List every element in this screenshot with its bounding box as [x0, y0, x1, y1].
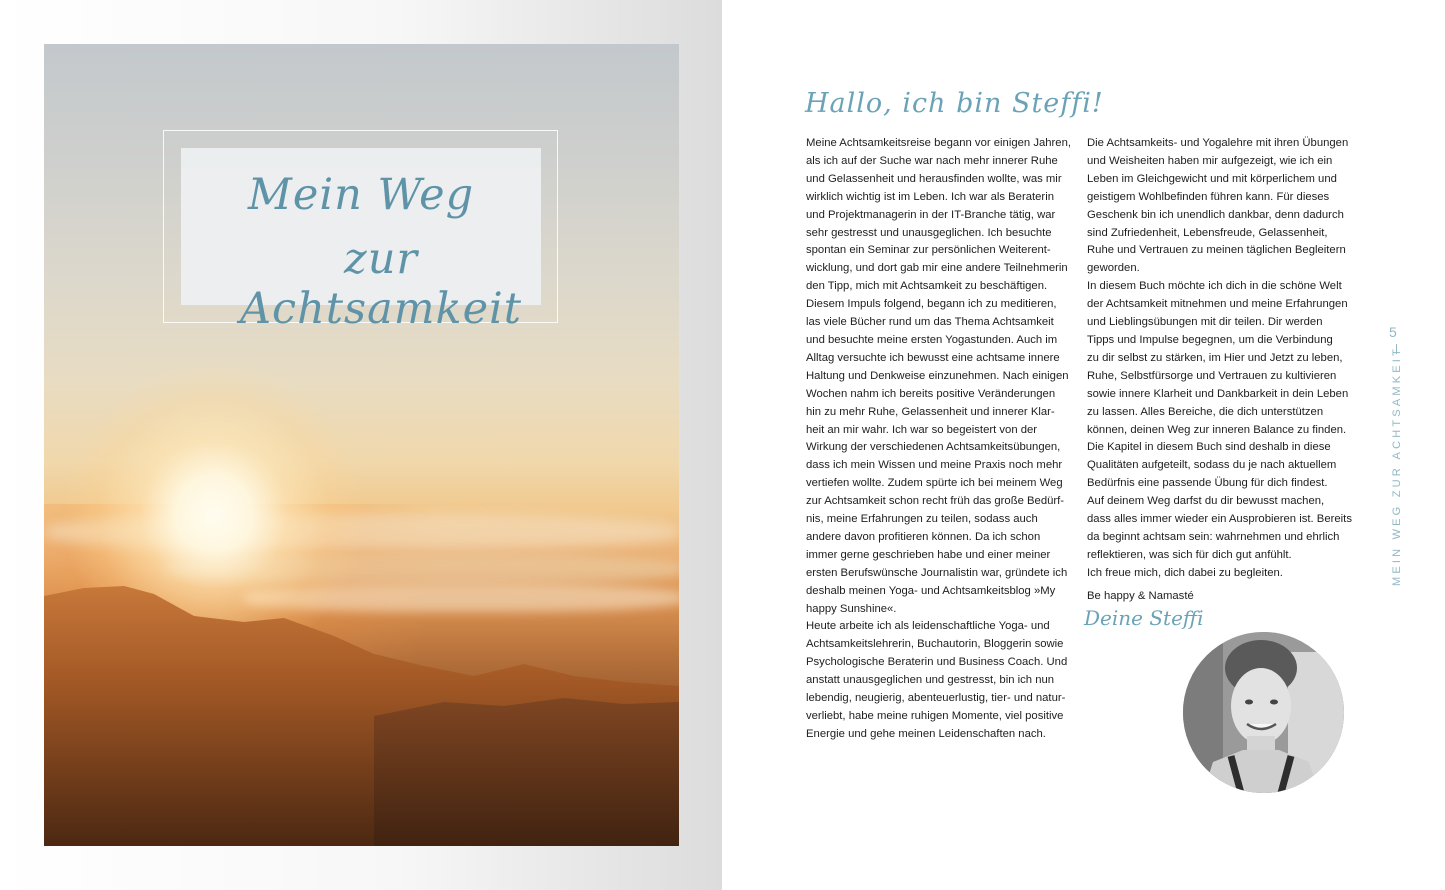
text-line: Meine Achtsamkeitsreise begann vor einigen Jahren,: [806, 137, 1072, 149]
text-line: Ruhe und Vertrauen zu meinen täglichen Begleitern: [1087, 244, 1346, 257]
text-line: Leben im Gleichgewicht und mit körperlichem und: [1087, 172, 1337, 185]
text-line: andere davon profitieren können. Da ich schon: [806, 530, 1041, 543]
text-line: können, deinen Weg zur inneren Balance zu finden.: [1087, 423, 1347, 436]
text-line: dass ich mein Wissen und meine Praxis noch mehr: [806, 459, 1063, 472]
text-line: zu dir selbst zu stärken, im Hier und Jetzt zu leben,: [1087, 351, 1343, 364]
portrait-drawing: [1183, 632, 1344, 793]
text-line: Geschenk bin ich unendlich dankbar, denn dadurch: [1087, 208, 1344, 221]
text-line: Die Kapitel in diesem Buch sind deshalb in diese: [1087, 441, 1331, 454]
text-line: Diesem Impuls folgend, begann ich zu meditieren,: [806, 298, 1057, 311]
text-line: hin zu mehr Ruhe, Gelassenheit und innerer Klar-: [806, 405, 1055, 418]
text-line: und Projektmanagerin in der IT-Branche tätig, war: [806, 208, 1056, 221]
text-line: immer gerne geschrieben habe und einer meiner: [806, 548, 1051, 561]
text-line: Bedürfnis eine passende Übung für dich findest.: [1087, 477, 1328, 490]
text-line: zu lassen. Alles Bereiche, die dich unterstützen: [1087, 405, 1324, 418]
text-line: der Achtsamkeit mitnehmen und meine Erfahrungen: [1087, 298, 1348, 311]
text-line: Energie und gehe meinen Leidenschaften nach.: [806, 727, 1046, 740]
text-column-2: [1087, 135, 1352, 583]
text-line: Qualitäten aufgeteilt, sodass du je nach aktuellem: [1087, 459, 1337, 472]
text-line: Heute arbeite ich als leidenschaftliche Yoga- und: [806, 620, 1050, 633]
text-line: zur Achtsamkeit schon recht früh das große Bedürf-: [806, 495, 1065, 508]
text-line: und Lieblingsübungen mit dir teilen. Dir werden: [1087, 316, 1323, 329]
text-column-1: [806, 135, 1071, 744]
right-page: [722, 0, 1445, 890]
text-line: Die Achtsamkeits- und Yogalehre mit ihren Übungen: [1087, 137, 1349, 149]
text-line: geworden.: [1087, 262, 1140, 275]
text-line: vertiefen wollte. Zudem spürte ich bei meinem Weg: [806, 477, 1063, 490]
page-heading: Hallo, ich bin Steffi!: [805, 88, 1104, 119]
page-number: 5: [1389, 324, 1397, 340]
text-line: und besuchte meine ersten Yogastunden. Auch im: [806, 333, 1058, 346]
text-line: happy Sunshine«.: [806, 602, 897, 615]
text-line: Wochen nahm ich bereits positive Veränderungen: [806, 387, 1056, 400]
text-line: ersten Berufswünsche Journalistin war, gründete ich: [806, 566, 1068, 579]
text-line: sind Zufriedenheit, Lebensfreude, Gelassenheit,: [1087, 226, 1328, 239]
title-box: [181, 148, 541, 334]
text-line: spontan ein Seminar zur persönlichen Weiterent-: [806, 244, 1051, 257]
text-line: als ich auf der Suche war nach mehr innerer Ruhe: [806, 154, 1058, 167]
text-line: dass alles immer wieder ein Ausprobieren ist. Bereits: [1087, 513, 1352, 526]
text-line: sehr gestresst und unausgeglichen. Ich besuchte: [806, 226, 1052, 239]
text-line: Ich freue mich, dich dabei zu begleiten.: [1087, 566, 1283, 579]
text-line: sowie innere Klarheit und Dankbarkeit in dein Leben: [1087, 387, 1349, 400]
text-line: nis, meine Erfahrungen zu teilen, sodass auch: [806, 513, 1038, 526]
sign-off: Be happy & Namasté: [1087, 590, 1194, 602]
text-line: reflektieren, was sich für dich gut anfühlt.: [1087, 548, 1292, 561]
author-portrait: [1183, 632, 1344, 793]
text-line: Alltag versuchte ich bewusst eine achtsame innere: [806, 351, 1060, 364]
text-line: In diesem Buch möchte ich dich in die schöne Welt: [1087, 280, 1342, 293]
left-page: [0, 0, 722, 890]
mountain-silhouette: [44, 526, 679, 846]
text-line: Psychologische Beraterin und Business Coach. Und: [806, 656, 1068, 669]
text-line: wicklung, und dort gab mir eine andere Teilnehmerin: [806, 262, 1068, 275]
signature: Deine Steffi: [1084, 606, 1204, 630]
chapter-title-line-2: zur Achtsamkeit: [239, 234, 523, 334]
text-line: und Gelassenheit und herausfinden wollte, was mir: [806, 172, 1062, 185]
running-title: MEIN WEG ZUR ACHTSAMKEIT: [1391, 346, 1403, 586]
text-line: lebendig, neugierig, abenteuerlustig, tier- und natur-: [806, 692, 1066, 705]
text-line: Auf deinem Weg darfst du dir bewusst machen,: [1087, 495, 1325, 508]
text-line: Achtsamkeitslehrerin, Buchautorin, Bloggerin sowie: [806, 638, 1064, 651]
text-line: Wirkung der verschiedenen Achtsamkeitsübungen,: [806, 441, 1061, 454]
text-line: da beginnt achtsam sein: wahrnehmen und ehrlich: [1087, 530, 1340, 543]
text-line: Ruhe, Selbstfürsorge und Vertrauen zu kultivieren: [1087, 369, 1337, 382]
text-line: Tipps und Impulse begegnen, um die Verbindung: [1087, 333, 1333, 346]
text-line: wirklich wichtig ist im Leben. Ich war als Beraterin: [806, 190, 1054, 203]
text-line: deshalb meinen Yoga- und Achtsamkeitsblog »My: [806, 584, 1056, 597]
text-line: geistigem Wohlbefinden führen kann. Für dieses: [1087, 190, 1330, 203]
text-line: Haltung und Denkweise einzunehmen. Nach einigen: [806, 369, 1069, 382]
text-line: anstatt unausgeglichen und gestresst, bin ich nun: [806, 674, 1055, 687]
text-line: und Weisheiten haben mir aufgezeigt, wie ich ein: [1087, 154, 1333, 167]
text-line: den Tipp, mich mit Achtsamkeit zu beschäftigen.: [806, 280, 1048, 293]
text-line: las viele Bücher rund um das Thema Achtsamkeit: [806, 316, 1054, 329]
text-line: heit an mir wahr. Ich war so begeistert von der: [806, 423, 1038, 436]
chapter-title-line-1: Mein Weg: [247, 170, 475, 220]
text-line: verliebt, habe meine ruhigen Momente, viel positive: [806, 710, 1064, 722]
